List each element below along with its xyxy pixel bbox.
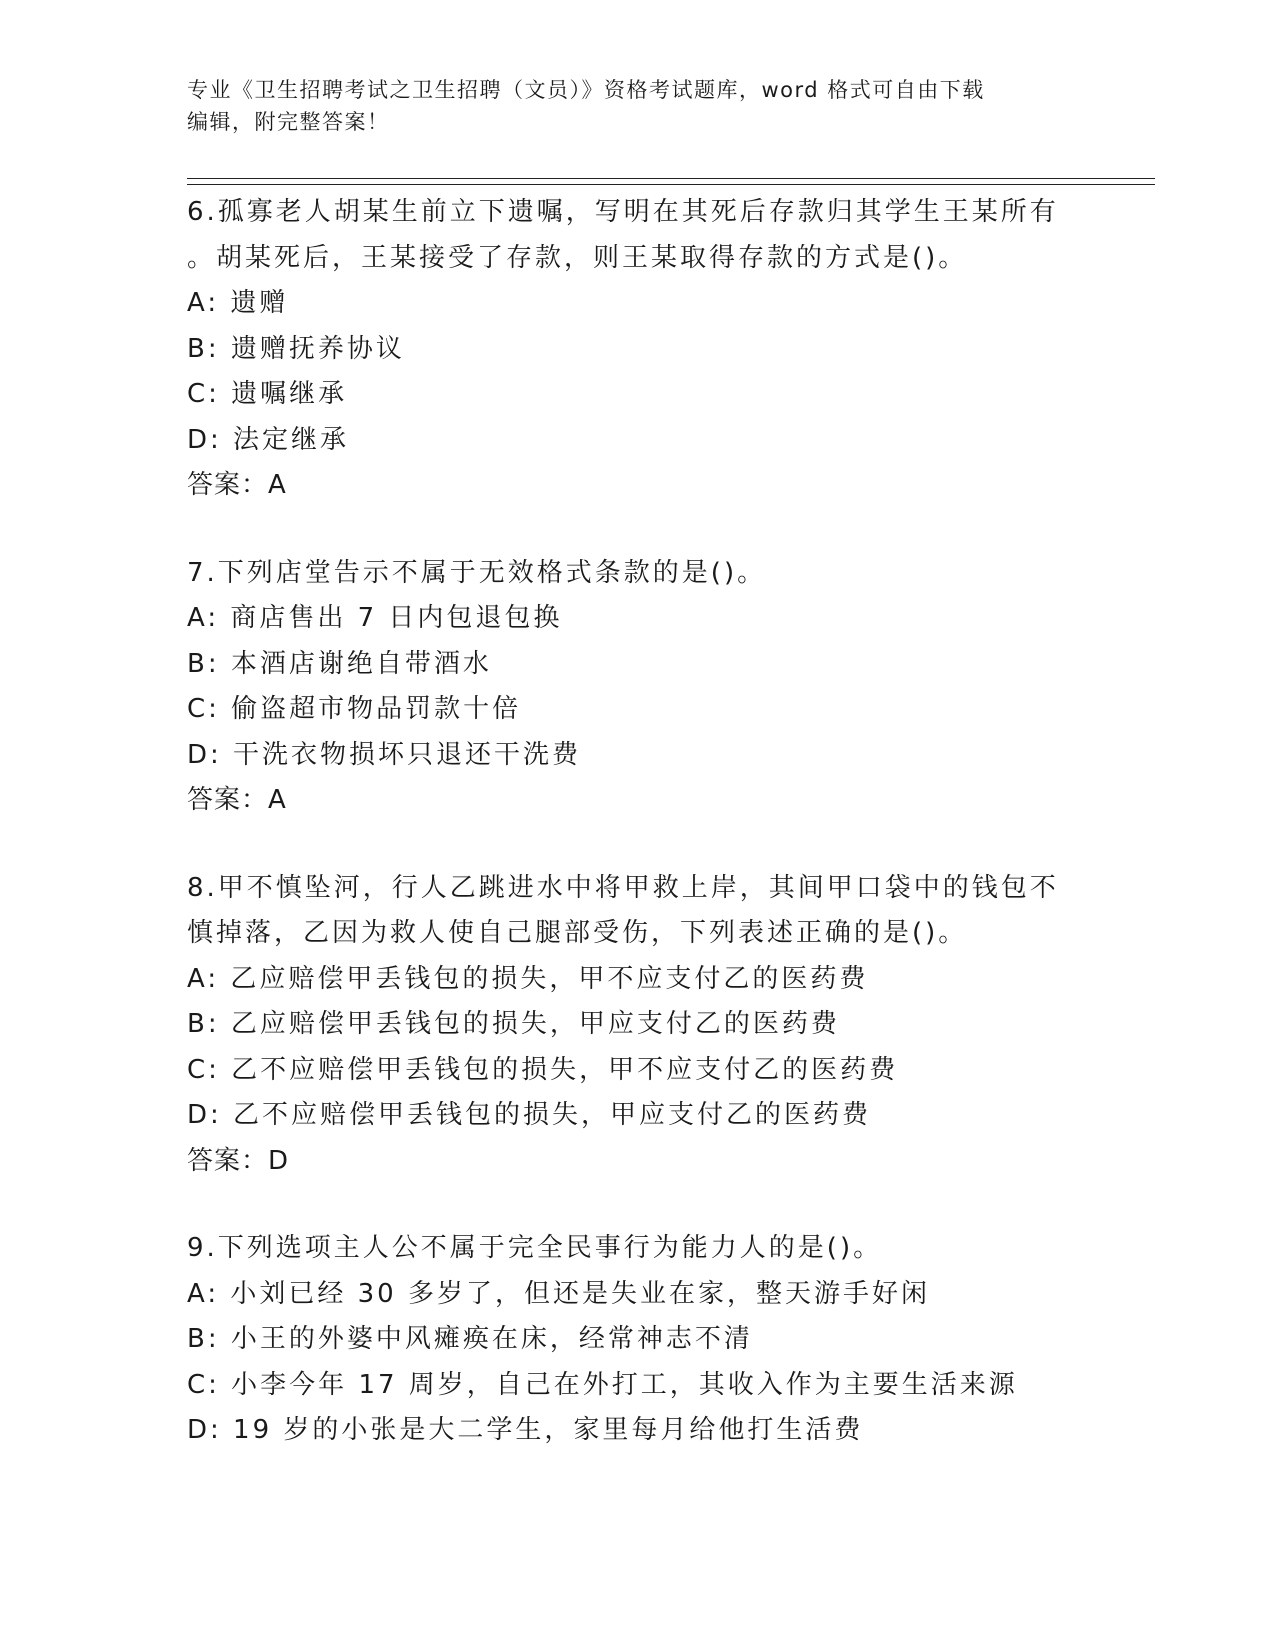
option-a: A: 商店售出 7 日内包退包换 (187, 603, 563, 633)
option-c: C: 偷盗超市物品罚款十倍 (187, 694, 522, 724)
answer-label: 答案：A (187, 470, 287, 500)
question-stem: 7.下列店堂告示不属于无效格式条款的是()。 (187, 557, 767, 588)
header-divider-top (187, 178, 1155, 179)
question-stem: 6.孤寡老人胡某生前立下遗嘱，写明在其死后存款归其学生王某所有 (187, 197, 1059, 227)
option-d: D: 乙不应赔偿甲丢钱包的损失，甲应支付乙的医药费 (187, 1100, 872, 1130)
header-divider-bottom (187, 184, 1155, 185)
option-d: D: 法定继承 (187, 424, 350, 455)
question-stem: 慎掉落，乙因为救人使自己腿部受伤，下列表述正确的是()。 (187, 918, 968, 948)
option-a: A: 遗赠 (187, 288, 289, 318)
question-8 (187, 866, 1087, 1185)
option-d: D: 干洗衣物损坏只退还干洗费 (187, 739, 582, 770)
question-9 (187, 1226, 1087, 1454)
question-stem: 。胡某死后，王某接受了存款，则王某取得存款的方式是()。 (187, 242, 968, 273)
header-line-1: 专业《卫生招聘考试之卫生招聘（文员）》资格考试题库，word 格式可自由下载 (187, 78, 985, 102)
option-a: A: 乙应赔偿甲丢钱包的损失，甲不应支付乙的医药费 (187, 963, 869, 994)
question-stem: 9.下列选项主人公不属于完全民事行为能力人的是()。 (187, 1233, 883, 1263)
question-stem: 8.甲不慎坠河，行人乙跳进水中将甲救上岸，其间甲口袋中的钱包不 (187, 872, 1059, 903)
question-list (187, 190, 1087, 1496)
question-6 (187, 190, 1087, 509)
option-b: B: 乙应赔偿甲丢钱包的损失，甲应支付乙的医药费 (187, 1009, 840, 1039)
option-b: B: 小王的外婆中风瘫痪在床，经常神志不清 (187, 1324, 753, 1354)
option-c: C: 小李今年 17 周岁，自己在外打工，其收入作为主要生活来源 (187, 1369, 1018, 1400)
header-line-2: 编辑，附完整答案！ (187, 110, 390, 134)
option-c: C: 遗嘱继承 (187, 379, 348, 409)
answer-label: 答案：D (187, 1145, 290, 1176)
question-7 (187, 551, 1087, 824)
answer-label: 答案：A (187, 785, 287, 815)
option-a: A: 小刘已经 30 多岁了，但还是失业在家，整天游手好闲 (187, 1278, 930, 1309)
option-c: C: 乙不应赔偿甲丢钱包的损失，甲不应支付乙的医药费 (187, 1054, 899, 1085)
option-d: D: 19 岁的小张是大二学生，家里每月给他打生活费 (187, 1415, 864, 1445)
option-b: B: 遗赠抚养协议 (187, 333, 405, 364)
option-b: B: 本酒店谢绝自带酒水 (187, 648, 492, 679)
document-header (187, 74, 1087, 138)
